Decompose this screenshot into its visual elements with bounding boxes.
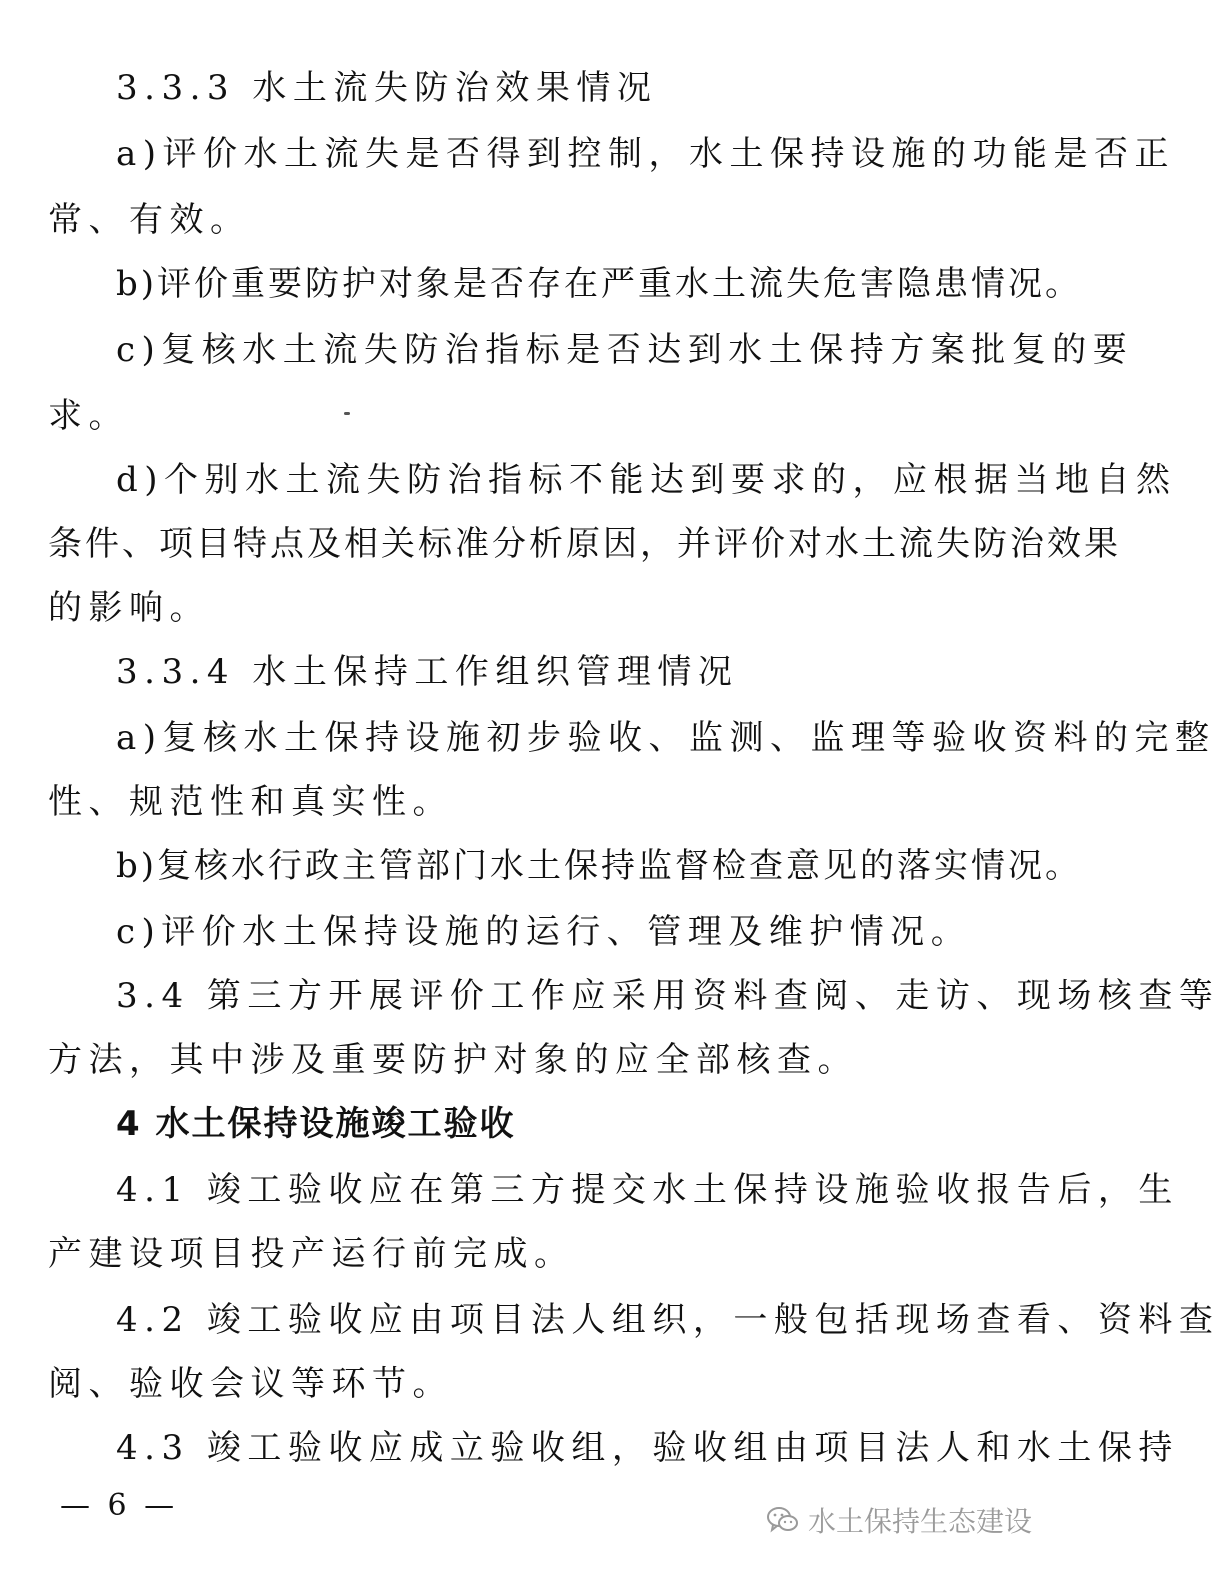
paragraph-line: 4.3 竣工验收应成立验收组，验收组由项目法人和水土保持 — [116, 1428, 1179, 1468]
paragraph-line: 4.1 竣工验收应在第三方提交水土保持设施验收报告后，生 — [116, 1170, 1179, 1210]
paragraph-line: a)复核水土保持设施初步验收、监测、监理等验收资料的完整 — [116, 718, 1216, 758]
section-heading-3-3-4: 3.3.4 水土保持工作组织管理情况 — [116, 652, 739, 692]
paragraph-line: d)个别水土流失防治指标不能达到要求的，应根据当地自然 — [116, 460, 1177, 500]
paragraph-line: 产建设项目投产运行前完成。 — [48, 1234, 575, 1274]
paragraph-line: b)复核水行政主管部门水土保持监督检查意见的落实情况。 — [116, 846, 1083, 886]
watermark-text: 水土保持生态建设 — [807, 1505, 1032, 1538]
paragraph-line: 阅、验收会议等环节。 — [48, 1364, 453, 1404]
paragraph-line: 求。 — [48, 396, 129, 436]
paragraph-line: c)评价水土保持设施的运行、管理及维护情况。 — [116, 912, 972, 952]
scan-speck — [344, 412, 350, 415]
paragraph-line: 3.4 第三方开展评价工作应采用资料查阅、走访、现场核查等 — [116, 976, 1219, 1016]
paragraph-line: 条件、项目特点及相关标准分析原因，并评价对水土流失防治效果 — [48, 524, 1121, 564]
paragraph-line: 4.2 竣工验收应由项目法人组织，一般包括现场查看、资料查 — [116, 1300, 1219, 1340]
watermark — [766, 1500, 1032, 1540]
paragraph-line: b)评价重要防护对象是否存在严重水土流失危害隐患情况。 — [116, 264, 1083, 304]
paragraph-line: 的影响。 — [48, 588, 210, 628]
paragraph-line: 性、规范性和真实性。 — [48, 782, 453, 822]
section-heading-4: 4 水土保持设施竣工验收 — [116, 1104, 516, 1144]
paragraph-line: 方法，其中涉及重要防护对象的应全部核查。 — [48, 1040, 858, 1080]
page-number: — 6 — — [60, 1488, 179, 1523]
paragraph-line: 常、有效。 — [48, 200, 251, 240]
wechat-icon — [766, 1505, 800, 1535]
section-heading-3-3-3: 3.3.3 水土流失防治效果情况 — [116, 68, 658, 108]
paragraph-line: c)复核水土流失防治指标是否达到水土保持方案批复的要 — [116, 330, 1134, 370]
paragraph-line: a)评价水土流失是否得到控制，水土保持设施的功能是否正 — [116, 134, 1176, 174]
